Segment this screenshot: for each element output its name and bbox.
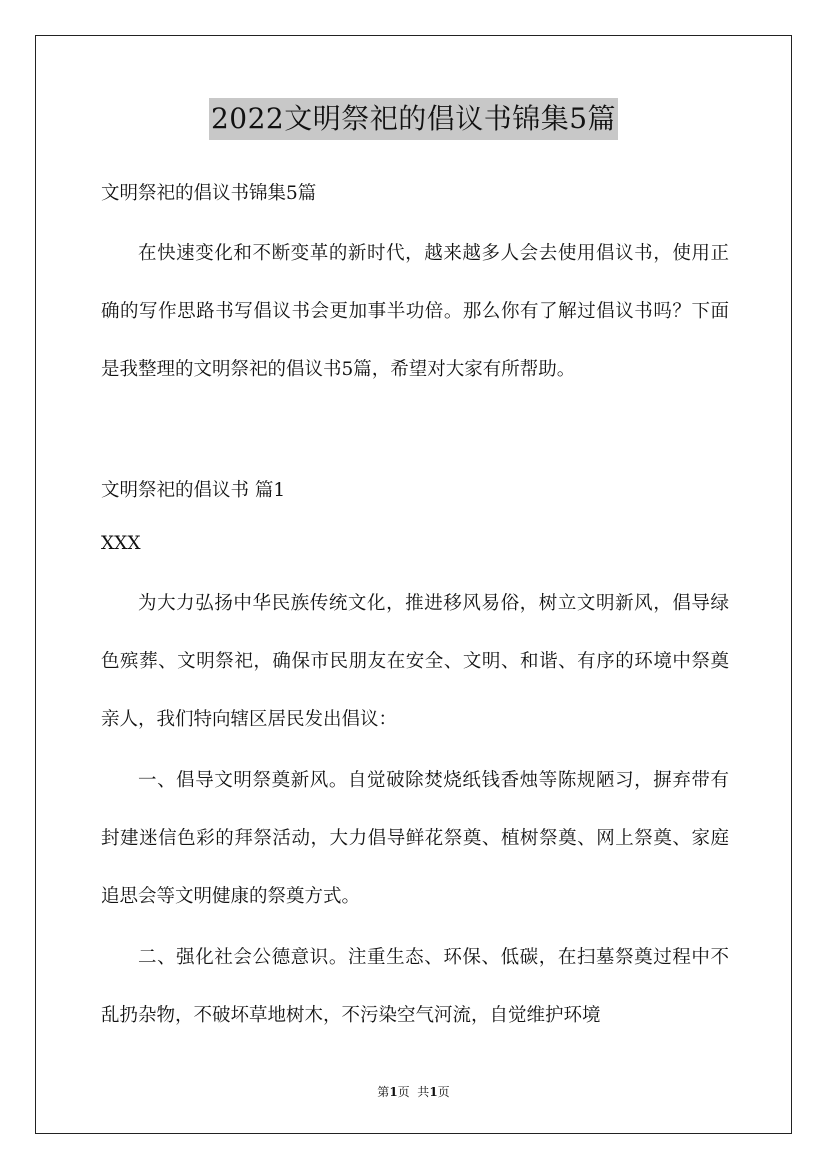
title-container [0,98,827,140]
document-subtitle: 文明祭祀的倡议书锦集5篇 [101,183,317,204]
footer-suffix: 页 [437,1085,450,1099]
section-heading: 文明祭祀的倡议书 篇1 [101,480,286,501]
total-page-number: 1 [429,1085,438,1099]
page-footer [0,1083,827,1101]
document-title: 2022文明祭祀的倡议书锦集5篇 [209,98,618,140]
body-paragraph-2: 一、倡导文明祭奠新风。自觉破除焚烧纸钱香烛等陈规陋习，摒弃带有封建迷信色彩的拜祭活动，大力倡导鲜花祭奠、植树祭奠、网上祭奠、家庭追思会等文明健康的祭奠方式。 [101,770,729,907]
current-page-number: 1 [389,1085,398,1099]
body-paragraph-3: 二、强化社会公德意识。注重生态、环保、低碳，在扫墓祭奠过程中不乱扔杂物，不破坏草地树木，不污染空气河流，自觉维护环境 [101,947,729,1026]
footer-mid: 页 共 [397,1085,430,1099]
body-paragraph-1: 为大力弘扬中华民族传统文化，推进移风易俗，树立文明新风，倡导绿色殡葬、文明祭祀，确保市民朋友在安全、文明、和谐、有序的环境中祭奠亲人，我们特向辖区居民发出倡议： [101,593,729,730]
section-gap [101,402,729,471]
footer-prefix: 第 [377,1085,390,1099]
intro-paragraph: 在快速变化和不断变革的新时代，越来越多人会去使用倡议书，使用正确的写作思路书写倡议书会更加事半功倍。那么你有了解过倡议书吗？下面是我整理的文明祭祀的倡议书5篇，希望对大家有所帮助。 [101,243,729,380]
salutation: XXX [101,533,141,554]
document-body [101,174,729,1048]
